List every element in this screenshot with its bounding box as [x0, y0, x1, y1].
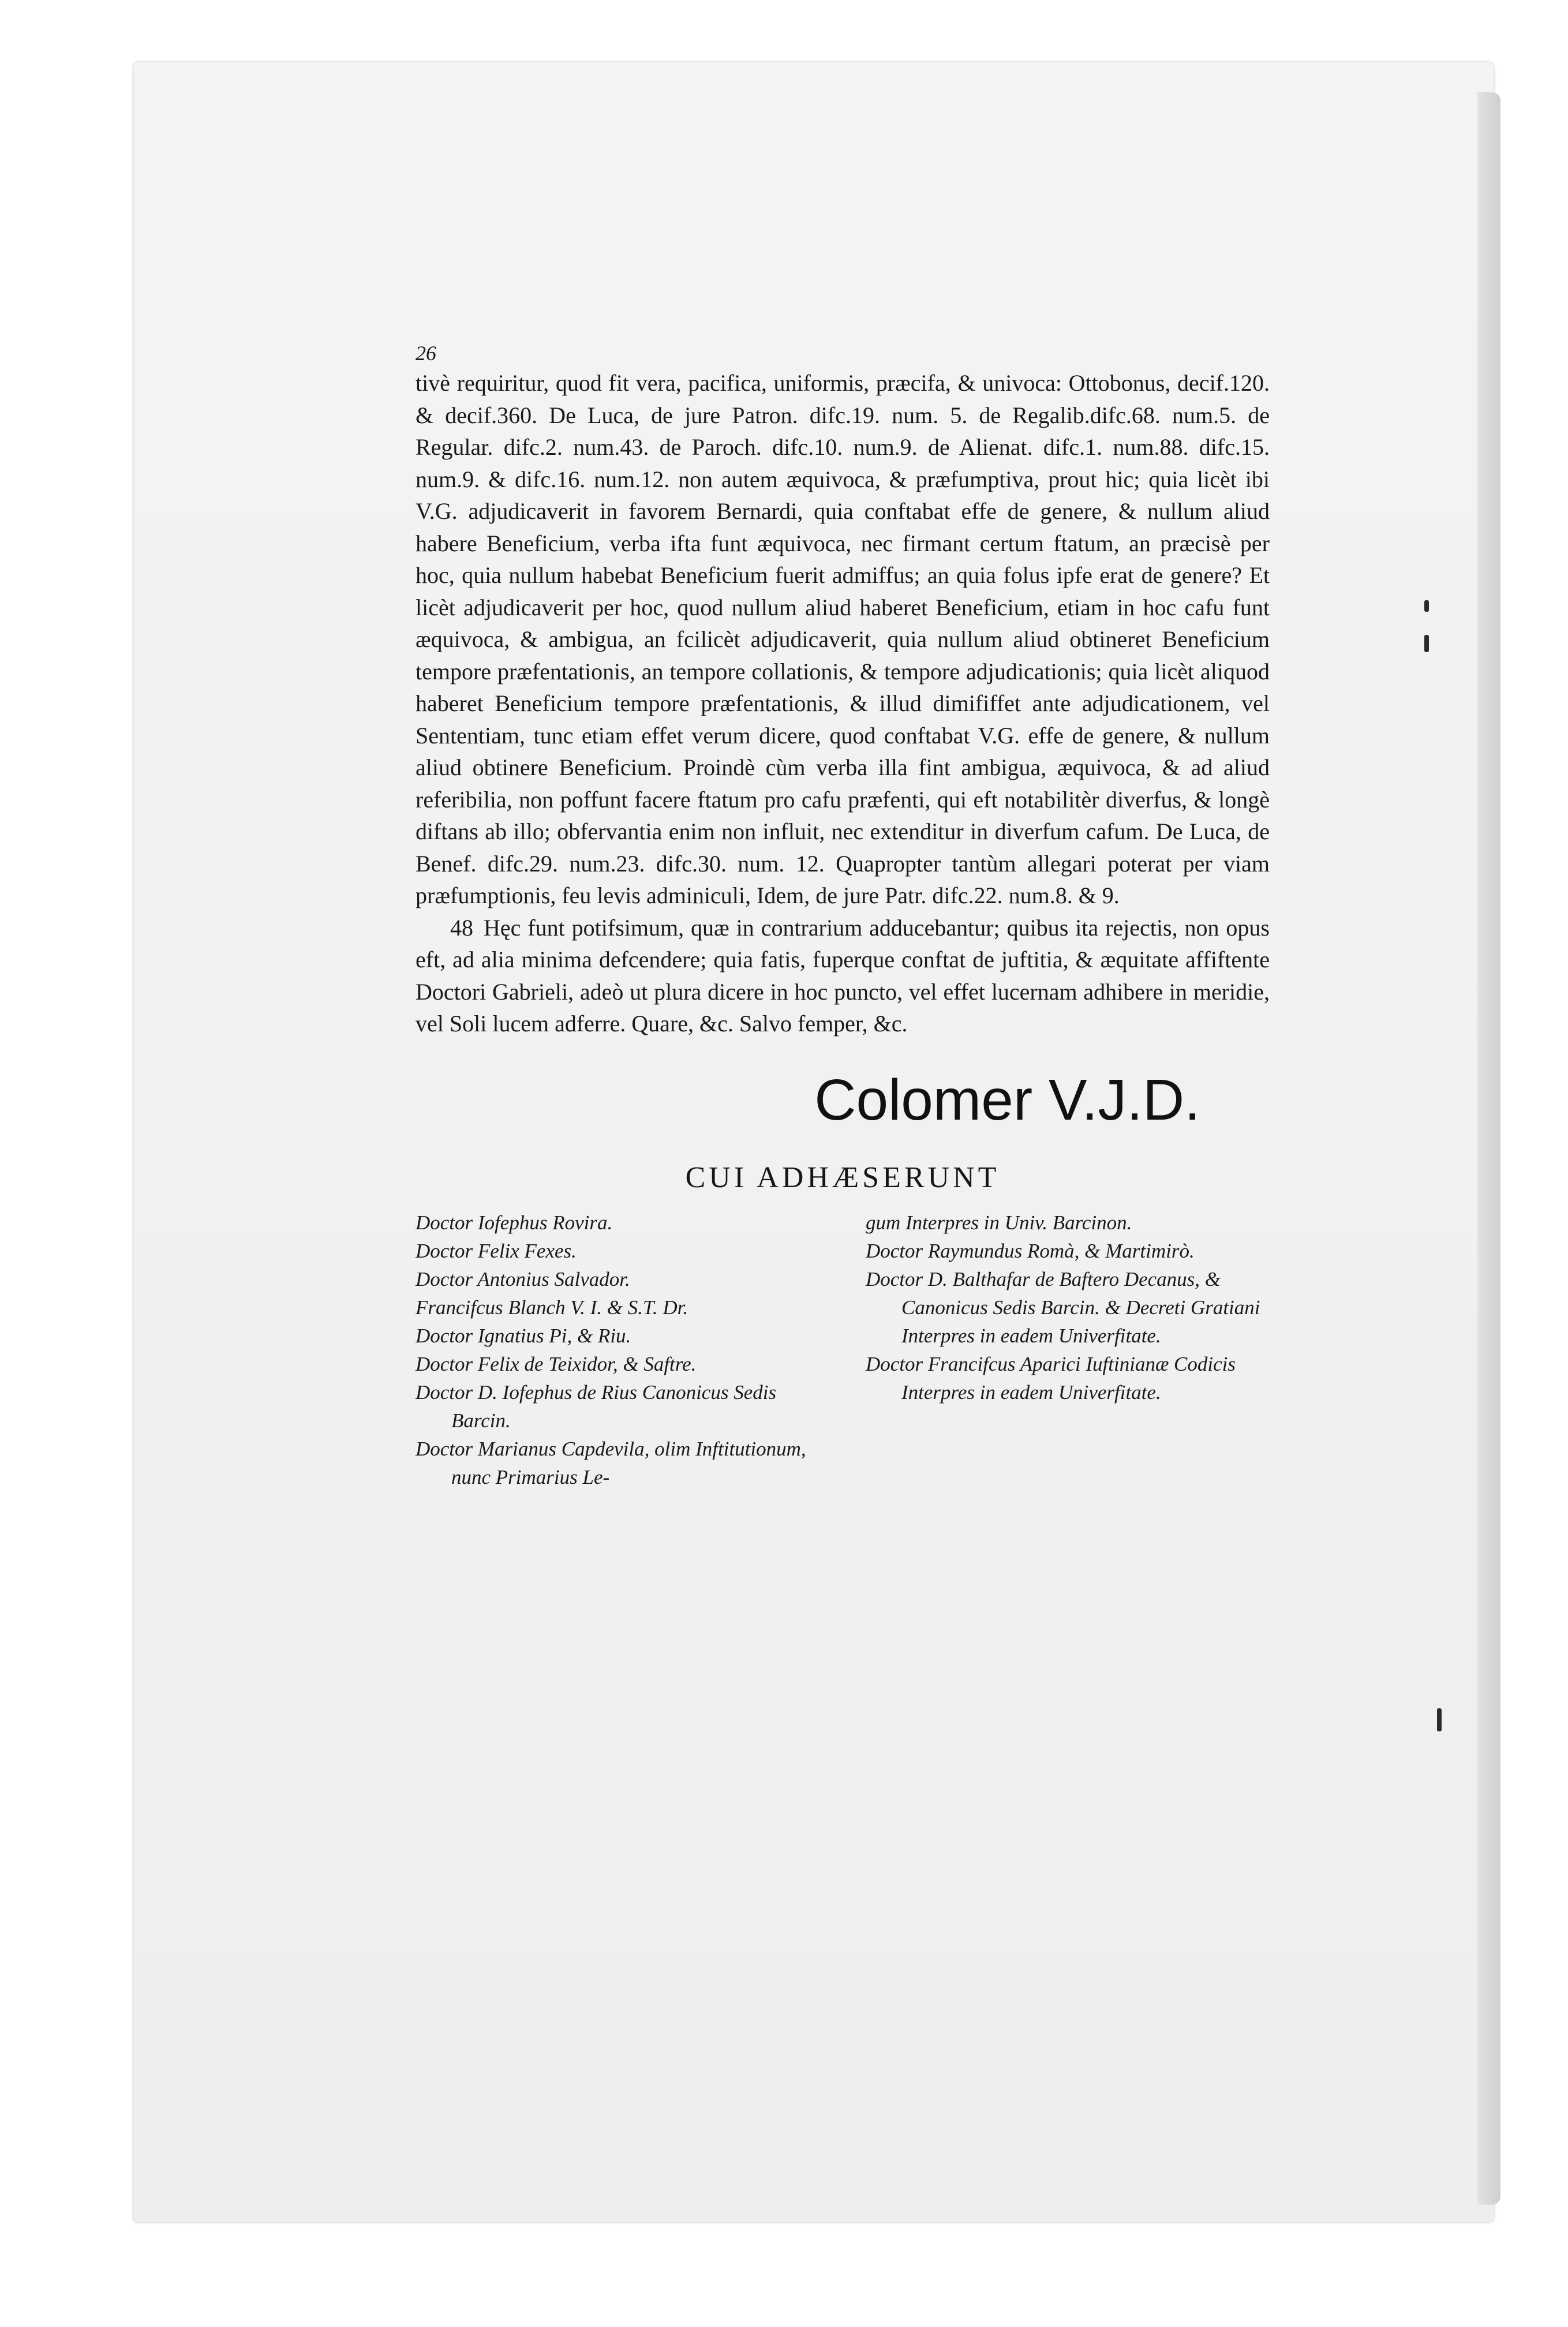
adherent-entry: Doctor Iofephus Rovira.: [416, 1211, 613, 1234]
paragraph-48-text: Hęc funt potifsimum, quæ in contrarium adducebantur; quibus ita rejectis, non opus eft, ad alia minima defcendere; quia fatis, fuperque conftat de juftitia, & æquitate affiftente Doctori Gabrieli, adeò ut plura dicere in hoc puncto, vel effet lucernam adhibere in meridie, vel Soli lucem adferre. Quare, &c. Salvo femper, &c.: [416, 914, 1270, 1037]
adherent-entry: Doctor Raymundus Romà, & Martimirò.: [866, 1239, 1195, 1262]
adherents-left-column: [416, 1209, 819, 1491]
adherents-list: [416, 1209, 1270, 1491]
adherent-entry: Doctor D. Balthafar de Baftero Decanus, & Canonicus Sedis Barcin. & Decreti Gratiani Interpres in eadem Univerfitate.: [866, 1267, 1260, 1347]
adherent-entry: Doctor Francifcus Aparici Iuftinianæ Codicis Interpres in eadem Univerfitate.: [866, 1352, 1236, 1404]
adherents-right-column: [866, 1209, 1270, 1491]
adherents-heading: CUI ADHÆSERUNT: [685, 1161, 1000, 1194]
paragraph-47-continued: tivè requiritur, quod fit vera, pacifica, uniformis, præcifa, & univoca: Ottobonus, decif.120. & decif.360. De Luca, de jure Patron. difc.19. num. 5. de Regalib.difc.68. num.5. de Regular. difc.2. num.43. de Paroch. difc.10. num.9. de Alienat. difc.1. num.88. difc.15. num.9. & difc.16. num.12. non autem æquivoca, & præfumptiva, prout hic; quia licèt ibi V.G. adjudicaverit in favorem Bernardi, quia conftabat effe de genere, & nullum aliud habere Beneficium, verba ifta funt æquivoca, nec firmant certum ftatum, an præcisè per hoc, quia nullum habebat Beneficium fuerit admiffus; an quia folus ipfe erat de genere? Et licèt adjudicaverit per hoc, quod nullum aliud haberet Beneficium, etiam in hoc cafu funt æquivoca, & ambigua, an fcilicèt adjudicaverit, quia nullum aliud obtineret Beneficium tempore præfentationis, an tempore collationis, & tempore adjudicationis; quia licèt aliquod haberet Beneficium tempore præfentationis, & illud dimififfet ante adjudicationem, vel Sententiam, tunc etiam effet verum dicere, quod conftabat V.G. effe de genere, & nullum aliud obtinere Beneficium. Proindè cùm verba illa fint ambigua, æquivoca, & ad aliud referibilia, non poffunt facere ftatum pro cafu præfenti, qui eft notabilitèr diverfus, & longè diftans ab illo; obfervantia enim non influit, nec extenditur in diverfum cafum. De Luca, de Benef. difc.29. num.23. difc.30. num. 12. Quapropter tantùm allegari poterat per viam præfumptionis, feu levis adminiculi, Idem, de jure Patr. difc.22. num.8. & 9.: [416, 370, 1270, 908]
paragraph-48: [416, 912, 1270, 1040]
paper-edge: [1477, 92, 1500, 2205]
ink-speck: [1437, 1708, 1442, 1731]
adherent-entry: Doctor Felix de Teixidor, & Saftre.: [416, 1352, 697, 1375]
adherent-entry: gum Interpres in Univ. Barcinon.: [866, 1211, 1132, 1234]
ink-speck: [1424, 635, 1429, 652]
signature: Colomer V.J.D.: [814, 1067, 1200, 1132]
adherent-entry: Doctor Ignatius Pi, & Riu.: [416, 1324, 631, 1347]
adherent-entry: Francifcus Blanch V. I. & S.T. Dr.: [416, 1296, 688, 1319]
adherent-entry: Doctor D. Iofephus de Rius Canonicus Sedis Barcin.: [416, 1381, 777, 1432]
ink-speck: [1424, 600, 1429, 612]
adherent-entry: Doctor Felix Fexes.: [416, 1239, 577, 1262]
page-number: 26: [416, 342, 436, 365]
document-body: [416, 342, 1270, 1491]
adherent-entry: Doctor Antonius Salvador.: [416, 1267, 630, 1290]
adherent-entry: Doctor Marianus Capdevila, olim Inftitutionum, nunc Primarius Le-: [416, 1437, 806, 1488]
paragraph-number: 48: [450, 914, 473, 941]
